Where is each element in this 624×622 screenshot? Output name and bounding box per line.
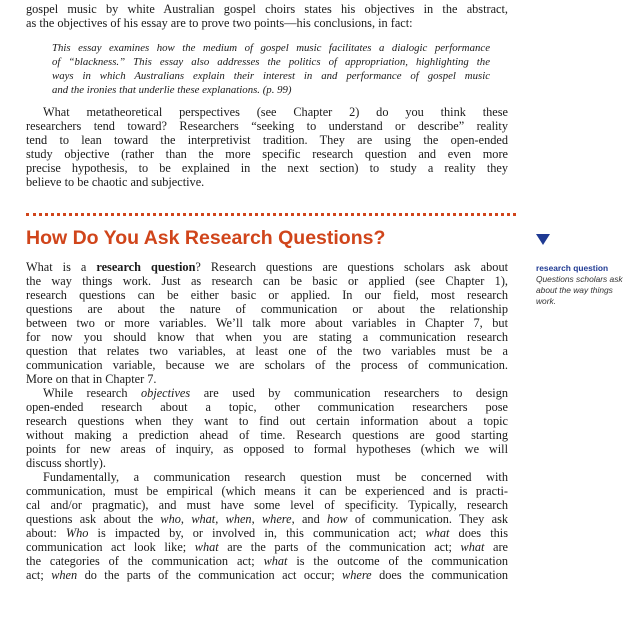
body-line (26, 554, 508, 568)
text-run: of communication. They ask (347, 512, 509, 526)
body-line: tend to lean toward the interpretivist tradition. They are using the open-ended (26, 133, 508, 147)
body-line: for now you should know that when you are stating a communication research (26, 330, 508, 344)
emphasis: objectives (141, 386, 191, 400)
body-line: Fundamentally, a communication research question must be concerned with (43, 470, 508, 484)
text-run: does this (449, 526, 508, 540)
emphasis: what (425, 526, 450, 540)
text-run: , (215, 512, 226, 526)
key-term: research question (96, 260, 196, 274)
text-run: the categories of the communication act; (26, 554, 264, 568)
text-run: communication act look like; (26, 540, 195, 554)
body-line: communication variable, because we are scholars of the process of communication. (26, 358, 508, 372)
quote-line: This essay examines how the medium of gospel music facilitates a dialogic performance (52, 42, 490, 54)
body-line: between two or more variables. We’ll talk more about variables in Chapter 7, but (26, 316, 508, 330)
text-run: are used by communication researchers to design (190, 386, 509, 400)
emphasis: what (460, 540, 485, 554)
body-line: the way things work. Just as research can be basic or applied (see Chapter 1), (26, 274, 508, 288)
quote-line: ways in which Australians explain their interest in and performance of gospel music (52, 70, 490, 82)
quote-line: of “blackness.” This essay also addresses the politics of appropriation, highlighting the (52, 56, 490, 68)
text-run: are the parts of the communication act; (218, 540, 461, 554)
quote-line: and the ironies that underlie these explanations. (p. 99) (52, 84, 292, 96)
body-line: More on that in Chapter 7. (26, 372, 157, 386)
text-run: , (251, 512, 262, 526)
body-line: believe to be chaotic and subjective. (26, 175, 205, 189)
emphasis: where (342, 568, 372, 582)
text-run: While research (43, 386, 142, 400)
body-line: precise hypothesis, to be explained in the next section) to study a reality they (26, 161, 508, 175)
text-run: is the outcome of the communication (287, 554, 508, 568)
body-line: question that relates two variables, at least one of the two variables must be a (26, 344, 508, 358)
text-run: , and (291, 512, 328, 526)
body-line (26, 512, 508, 526)
text-run: ? Research questions are questions scholars ask about (195, 260, 509, 274)
emphasis: what (263, 554, 288, 568)
body-line: What metatheoretical perspectives (see Chapter 2) do you think these (43, 105, 508, 119)
glossary-term: research question (536, 263, 609, 273)
text-run: questions ask about the (26, 512, 161, 526)
emphasis: where (261, 512, 292, 526)
body-line (26, 260, 508, 274)
body-line: research questions can be either basic or applied. In our field, most research (26, 288, 508, 302)
glossary-definition-line: work. (536, 296, 557, 306)
text-run: about: (26, 526, 66, 540)
emphasis: what (194, 540, 219, 554)
body-line: open-ended research about a topic, other communication researchers pose (26, 400, 508, 414)
body-line (26, 526, 508, 540)
body-line: research questions when they want to find out certain information about a topic (26, 414, 508, 428)
body-line (26, 568, 508, 582)
body-line: communication, must be empirical (which means it can be experienced and is practi- (26, 484, 508, 498)
emphasis: when (225, 512, 252, 526)
text-run: , (180, 512, 192, 526)
body-line: without making a prediction ahead of time. Research questions are good starting (26, 428, 508, 442)
body-line: study objective (rather than the more specific research question and even more (26, 147, 508, 161)
section-divider (26, 213, 516, 216)
body-line (43, 386, 508, 400)
body-line: researchers tend toward? Researchers “seeking to understand or describe” reality (26, 119, 508, 133)
emphasis: how (327, 512, 348, 526)
text-run: act; (26, 568, 52, 582)
body-line: questions are about the nature of communication or about the relationship (26, 302, 508, 316)
glossary-definition-line: about the way things (536, 285, 613, 295)
body-line (26, 540, 508, 554)
section-heading: How Do You Ask Research Questions? (26, 227, 386, 249)
emphasis: Who (65, 526, 89, 540)
body-line: cal and/or pragmatic), and must have some level of specificity. Typically, research (26, 498, 508, 512)
body-line: gospel music by white Australian gospel choirs states his objectives in the abstract, (26, 2, 508, 16)
text-run: is impacted by, or involved in, this communication act; (88, 526, 426, 540)
emphasis: when (51, 568, 78, 582)
emphasis: who (160, 512, 181, 526)
marker-triangle-icon (536, 234, 550, 245)
text-run: are (484, 540, 508, 554)
text-run: does the communication (371, 568, 508, 582)
text-run: What is a (26, 260, 97, 274)
body-line: points for new areas of inquiry, as opposed to formal hypotheses (which we will (26, 442, 508, 456)
body-line: as the objectives of his essay are to prove two points—his conclusions, in fact: (26, 16, 413, 30)
text-run: do the parts of the communication act occur; (77, 568, 343, 582)
body-line: discuss shortly). (26, 456, 106, 470)
emphasis: what (191, 512, 216, 526)
glossary-definition-line: Questions scholars ask (536, 274, 623, 284)
